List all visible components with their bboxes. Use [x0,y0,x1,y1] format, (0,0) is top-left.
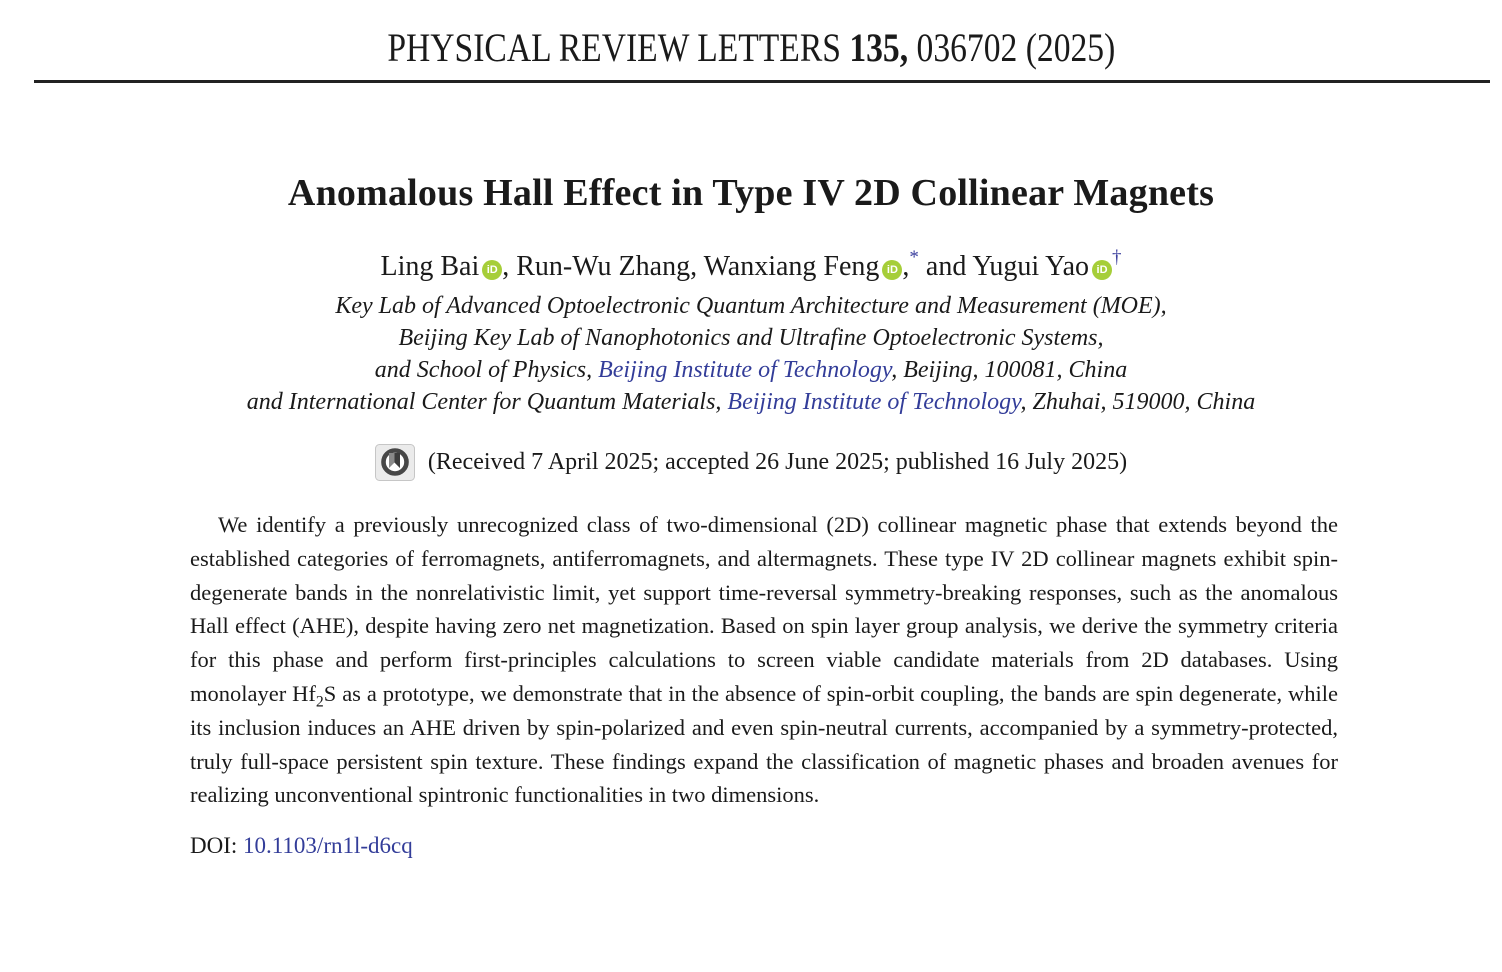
footnote-dagger-marker[interactable]: † [1112,247,1122,268]
paper-title: Anomalous Hall Effect in Type IV 2D Collinear Magnets [287,172,1215,214]
footnote-asterisk-marker[interactable]: * [909,247,919,268]
doi-link[interactable]: 10.1103/rn1l-d6cq [243,833,413,859]
journal-issue-year: 036702 (2025) [916,25,1115,70]
received-line [0,444,1502,481]
affiliation-line-4 [0,386,1502,418]
orcid-icon[interactable]: iD [882,260,902,280]
doi-label: DOI: [190,833,238,859]
affiliation-line-1: Key Lab of Advanced Optoelectronic Quantum Architecture and Measurement (MOE), [335,293,1167,319]
doi-line [190,833,1502,859]
orcid-icon[interactable]: iD [482,260,502,280]
abstract-text: as a prototype, we demonstrate that in the absence of spin-orbit coupling, the bands are spin degenerate, while its inclusion induces an AHE driven by spin-polarized and even spin-neutral currents, accompanied by a symmetry-protected, truly full-space persistent spin texture. These findings expand the classification of magnetic phases and broaden avenues for realizing unconventional spintronic functionalities in two dimensions. [190,680,1339,808]
journal-volume: 135, [849,25,908,70]
authors-line [0,247,1502,283]
affiliation-text: , Zhuhai, 519000, China [1020,389,1256,415]
journal-name: PHYSICAL REVIEW LETTERS [387,25,841,70]
author-separator: , [690,251,704,282]
affiliation-link-bit-beijing[interactable]: Beijing Institute of Technology [598,357,892,383]
author-separator: , [502,251,517,282]
affiliation-line-3 [0,354,1502,386]
affiliation-text: and International Center for Quantum Materials, [246,389,728,415]
journal-header [0,24,1502,71]
author-name-runwu-zhang: Run-Wu Zhang [516,251,691,282]
author-name-wanxiang-feng: Wanxiang Feng [703,251,880,282]
abstract-text: We identify a previously unrecognized class of two-dimensional (2D) collinear magnetic phase that extends beyond the established categories of ferromagnets, antiferromagnets, and altermagnets. These type IV 2D collinear magnets exhibit spin-degenerate bands in the nonrelativistic limit, yet support time-reversal symmetry-breaking responses, such as the anomalous Hall effect (AHE), despite having zero net magnetization. Based on spin layer group analysis, we derive the symmetry criteria for this phase and perform first-principles calculations to screen viable candidate materials from 2D databases. Using monolayer [190,512,1338,706]
author-conjunction: and [918,251,973,282]
header-rule [34,80,1490,83]
author-name-yugui-yao: Yugui Yao [972,251,1090,282]
author-comma: , [902,251,910,282]
author-name-ling-bai: Ling Bai [380,251,480,282]
affiliations-block [0,290,1502,418]
affiliation-link-bit-zhuhai[interactable]: Beijing Institute of Technology [727,389,1021,415]
chemical-formula-hf2s: $Hf_2S$ [292,680,337,711]
journal-header-text [387,24,1115,71]
received-text: (Received 7 April 2025; accepted 26 June 2025; published 16 July 2025) [427,449,1128,475]
affiliation-line-2: Beijing Key Lab of Nanophotonics and Ultrafine Optoelectronic Systems, [398,325,1104,351]
affiliation-text: and School of Physics, [374,357,599,383]
affiliation-text: , Beijing, 100081, China [891,357,1128,383]
orcid-icon[interactable]: iD [1092,260,1112,280]
crossmark-icon[interactable] [375,444,415,481]
abstract [190,508,1338,812]
